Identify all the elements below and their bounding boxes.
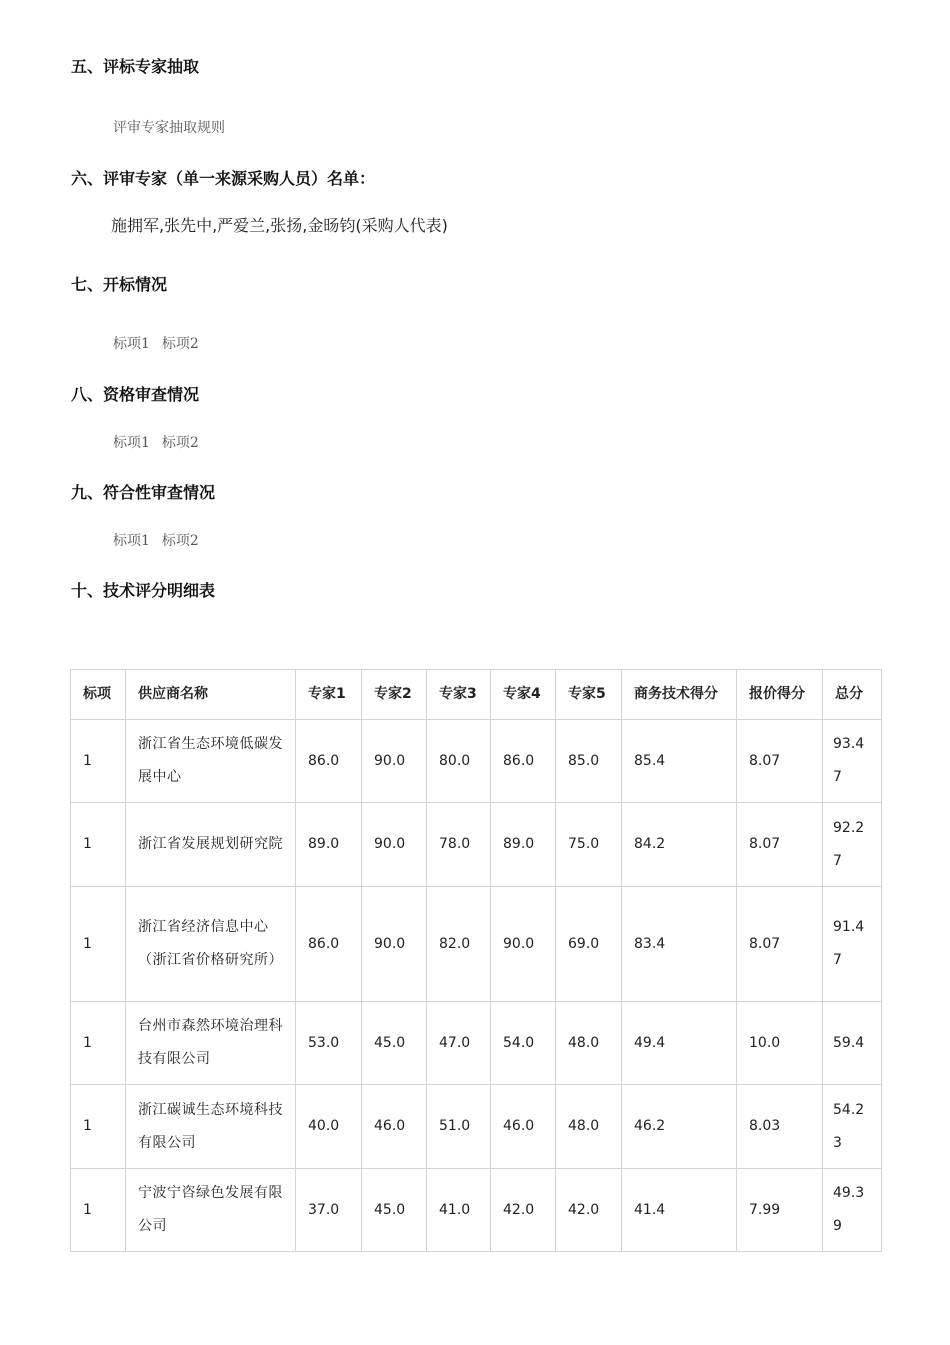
cell-expert-2: 46.0 (362, 1085, 427, 1169)
cell-expert-5: 42.0 (556, 1169, 622, 1252)
cell-expert-5: 48.0 (556, 1002, 622, 1085)
cell-expert-5: 85.0 (556, 720, 622, 803)
col-header-tech-score: 商务技术得分 (622, 670, 737, 720)
cell-expert-3: 82.0 (427, 887, 491, 1002)
cell-supplier: 浙江省经济信息中心（浙江省价格研究所） (126, 887, 296, 1002)
table-row (71, 887, 882, 1002)
cell-tech-score: 46.2 (622, 1085, 737, 1169)
cell-expert-3: 80.0 (427, 720, 491, 803)
cell-expert-5: 69.0 (556, 887, 622, 1002)
section-5-title: 五、评标专家抽取 (71, 57, 200, 76)
cell-tech-score: 84.2 (622, 803, 737, 887)
cell-tech-score: 83.4 (622, 887, 737, 1002)
cell-lot: 1 (71, 887, 126, 1002)
cell-expert-1: 86.0 (296, 720, 362, 803)
cell-lot: 1 (71, 1085, 126, 1169)
qualification-tabs (113, 432, 199, 452)
table-row (71, 1085, 882, 1169)
cell-expert-5: 48.0 (556, 1085, 622, 1169)
cell-total: 49.39 (823, 1169, 882, 1252)
tab-lot-2[interactable]: 标项2 (161, 435, 199, 451)
col-header-total: 总分 (823, 670, 882, 720)
cell-expert-1: 89.0 (296, 803, 362, 887)
table-row (71, 1002, 882, 1085)
cell-supplier: 浙江省生态环境低碳发展中心 (126, 720, 296, 803)
section-9-title: 九、符合性审查情况 (71, 483, 216, 502)
table-row (71, 1169, 882, 1252)
cell-expert-4: 54.0 (491, 1002, 556, 1085)
cell-lot: 1 (71, 1169, 126, 1252)
cell-expert-2: 90.0 (362, 887, 427, 1002)
cell-price-score: 8.07 (737, 720, 823, 803)
tab-lot-2[interactable]: 标项2 (161, 533, 199, 549)
cell-expert-3: 51.0 (427, 1085, 491, 1169)
tab-lot-1[interactable]: 标项1 (113, 336, 150, 352)
col-header-expert-4: 专家4 (491, 670, 556, 720)
expert-selection-rule-link[interactable]: 评审专家抽取规则 (113, 120, 225, 136)
cell-supplier: 浙江省发展规划研究院 (126, 803, 296, 887)
cell-expert-1: 86.0 (296, 887, 362, 1002)
cell-expert-1: 37.0 (296, 1169, 362, 1252)
col-header-expert-2: 专家2 (362, 670, 427, 720)
col-header-expert-5: 专家5 (556, 670, 622, 720)
tab-lot-1[interactable]: 标项1 (113, 533, 150, 549)
expert-name-list: 施拥军,张先中,严爱兰,张扬,金旸钧(采购人代表) (111, 216, 448, 235)
tab-lot-1[interactable]: 标项1 (113, 435, 150, 451)
cell-expert-1: 40.0 (296, 1085, 362, 1169)
cell-expert-3: 41.0 (427, 1169, 491, 1252)
table-header-row (71, 670, 882, 720)
cell-expert-2: 45.0 (362, 1002, 427, 1085)
cell-tech-score: 49.4 (622, 1002, 737, 1085)
cell-expert-4: 90.0 (491, 887, 556, 1002)
cell-expert-4: 86.0 (491, 720, 556, 803)
cell-total: 59.4 (823, 1002, 882, 1085)
cell-lot: 1 (71, 720, 126, 803)
tab-lot-2[interactable]: 标项2 (161, 336, 199, 352)
cell-total: 54.23 (823, 1085, 882, 1169)
section-6-title: 六、评审专家（单一来源采购人员）名单： (71, 169, 376, 188)
section-7-title: 七、开标情况 (71, 275, 168, 294)
cell-expert-3: 78.0 (427, 803, 491, 887)
cell-expert-1: 53.0 (296, 1002, 362, 1085)
cell-expert-3: 47.0 (427, 1002, 491, 1085)
cell-lot: 1 (71, 1002, 126, 1085)
table-row (71, 720, 882, 803)
compliance-tabs (113, 530, 199, 550)
cell-tech-score: 41.4 (622, 1169, 737, 1252)
col-header-lot: 标项 (71, 670, 126, 720)
cell-expert-4: 89.0 (491, 803, 556, 887)
table-row (71, 803, 882, 887)
bid-opening-tabs (113, 333, 199, 353)
cell-supplier: 宁波宁咨绿色发展有限公司 (126, 1169, 296, 1252)
cell-total: 93.47 (823, 720, 882, 803)
col-header-supplier: 供应商名称 (126, 670, 296, 720)
cell-lot: 1 (71, 803, 126, 887)
cell-expert-2: 90.0 (362, 720, 427, 803)
cell-price-score: 7.99 (737, 1169, 823, 1252)
cell-total: 91.47 (823, 887, 882, 1002)
cell-tech-score: 85.4 (622, 720, 737, 803)
cell-price-score: 10.0 (737, 1002, 823, 1085)
cell-price-score: 8.07 (737, 803, 823, 887)
technical-score-table (70, 669, 882, 1252)
cell-total: 92.27 (823, 803, 882, 887)
cell-expert-2: 90.0 (362, 803, 427, 887)
col-header-expert-3: 专家3 (427, 670, 491, 720)
col-header-price-score: 报价得分 (737, 670, 823, 720)
cell-expert-5: 75.0 (556, 803, 622, 887)
cell-price-score: 8.03 (737, 1085, 823, 1169)
cell-supplier: 浙江碳诚生态环境科技有限公司 (126, 1085, 296, 1169)
cell-expert-2: 45.0 (362, 1169, 427, 1252)
cell-price-score: 8.07 (737, 887, 823, 1002)
col-header-expert-1: 专家1 (296, 670, 362, 720)
cell-expert-4: 42.0 (491, 1169, 556, 1252)
section-10-title: 十、技术评分明细表 (71, 581, 216, 600)
cell-expert-4: 46.0 (491, 1085, 556, 1169)
section-8-title: 八、资格审查情况 (71, 385, 200, 404)
cell-supplier: 台州市森然环境治理科技有限公司 (126, 1002, 296, 1085)
